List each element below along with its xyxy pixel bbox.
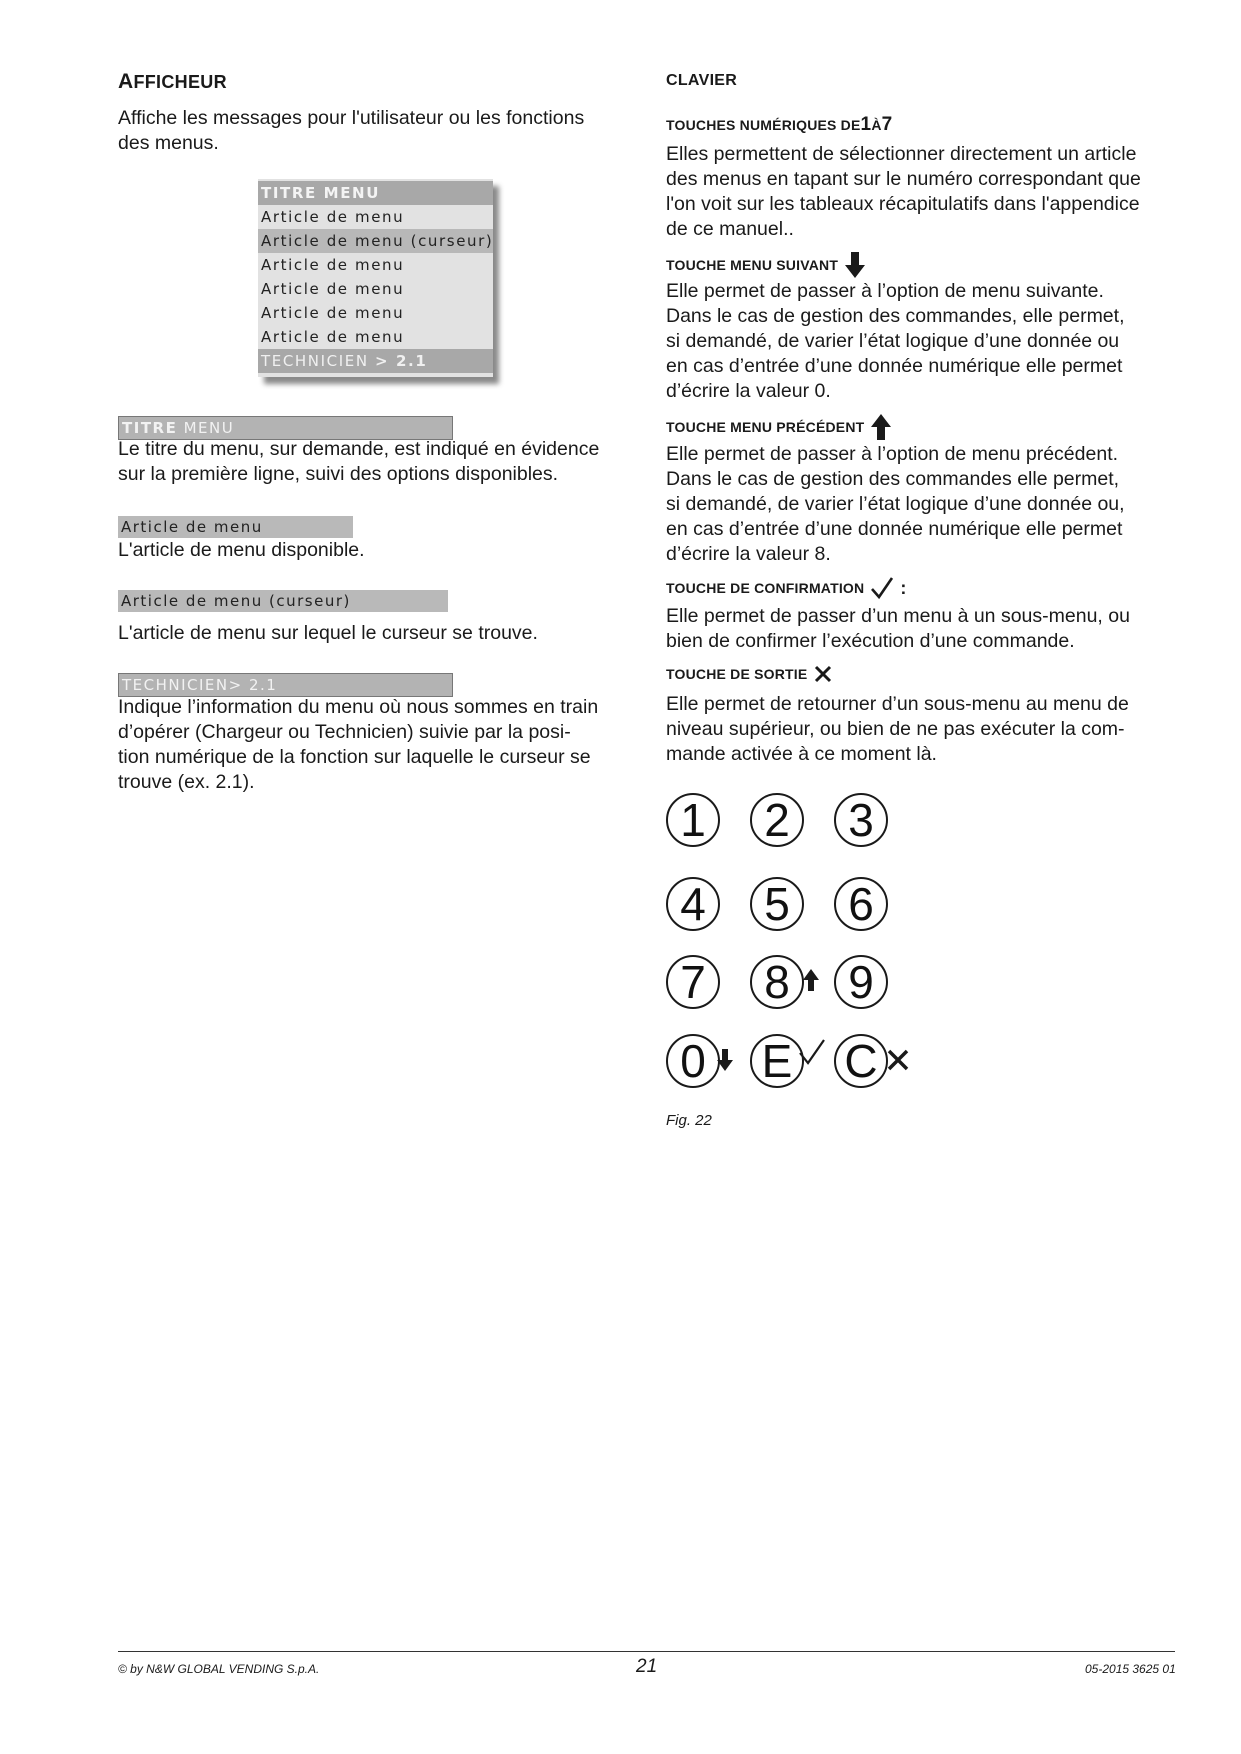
subheading-numeric-keys	[666, 114, 892, 136]
label-bold: TITRE	[122, 419, 178, 437]
key-3: 3	[834, 793, 888, 847]
text-line: mande activée à ce moment là.	[666, 743, 937, 765]
text-line: si demandé, de varier l’état logique d’une donnée ou,	[666, 493, 1125, 515]
label-text: TOUCHE MENU SUIVANT	[666, 257, 839, 273]
numeric-keys-text	[666, 142, 1186, 242]
text-line: des menus.	[118, 132, 219, 154]
label-text: TOUCHE MENU PRÉCÉDENT	[666, 419, 865, 435]
afficheur-intro	[118, 106, 638, 156]
text-line: Le titre du menu, sur demande, est indiqué en évidence	[118, 438, 600, 460]
text-line: bien de confirmer l’exécution d’une commande.	[666, 630, 1075, 652]
text-line: sur la première ligne, suivi des options disponibles.	[118, 463, 559, 485]
label-colon: :	[900, 577, 907, 598]
text-line: en cas d’entrée d’une donnée numérique elle permet	[666, 355, 1123, 377]
article-cursor-text: L'article de menu sur lequel le curseur se trouve.	[118, 622, 538, 644]
article-menu-text: L'article de menu disponible.	[118, 539, 365, 561]
label-text: TOUCHE DE SORTIE	[666, 666, 808, 682]
footer-copyright: © by N&W GLOBAL VENDING S.p.A.	[118, 1662, 320, 1676]
screen-item: Article de menu	[261, 280, 405, 298]
text-line: niveau supérieur, ou bien de ne pas exécuter la com-	[666, 718, 1125, 740]
text-line: d’écrire la valeur 8.	[666, 543, 831, 565]
tech-suffix: > 2.1	[375, 352, 428, 370]
text-line: Elles permettent de sélectionner directement un article	[666, 143, 1137, 165]
subheading-previous-key	[666, 413, 892, 441]
text-line: en cas d’entrée d’une donnée numérique elle permet	[666, 518, 1123, 540]
key-5: 5	[750, 877, 804, 931]
key-6: 6	[834, 877, 888, 931]
exit-key-text	[666, 692, 1186, 767]
article-cursor-label: Article de menu (curseur)	[118, 590, 448, 612]
key-9: 9	[834, 955, 888, 1009]
article-menu-label: Article de menu	[118, 516, 353, 538]
text-line: d’opérer (Chargeur ou Technicien) suivie par la posi-	[118, 721, 571, 743]
text-line: trouve (ex. 2.1).	[118, 771, 255, 793]
key-c-cross-icon	[886, 1048, 910, 1072]
label-text: TOUCHES NUMÉRIQUES DE	[666, 117, 861, 133]
cross-icon	[813, 664, 833, 684]
text-line: si demandé, de varier l’état logique d’une donnée ou	[666, 330, 1120, 352]
text-line: Elle permet de passer à l’option de menu suivante.	[666, 280, 1104, 302]
figure-caption: Fig. 22	[666, 1112, 712, 1129]
screen-item: Article de menu	[261, 208, 405, 226]
label-text: TOUCHE DE CONFIRMATION	[666, 580, 865, 596]
previous-key-text	[666, 442, 1186, 567]
heading-initial: A	[118, 70, 134, 93]
technician-label: TECHNICIEN> 2.1	[118, 673, 453, 697]
subheading-exit-key	[666, 664, 833, 684]
confirm-key-text	[666, 604, 1186, 654]
text-line: l'on voit sur les tableaux récapitulatifs dans l'appendice	[666, 193, 1140, 215]
key-c: C	[834, 1034, 888, 1088]
key-0: 0	[666, 1034, 720, 1088]
key-8: 8	[750, 955, 804, 1009]
text-line: tion numérique de la fonction sur laquelle le curseur se	[118, 746, 591, 768]
screen-item-cursor: Article de menu (curseur)	[258, 229, 493, 253]
arrow-up-icon	[870, 413, 892, 441]
text-line: Affiche les messages pour l'utilisateur ou les fonctions	[118, 107, 585, 129]
footer-divider	[118, 1651, 1175, 1652]
screen-technician-line	[258, 349, 493, 373]
label-number: 7	[881, 114, 893, 135]
checkmark-icon	[870, 576, 894, 600]
text-line: de ce manuel..	[666, 218, 794, 240]
label-text: À	[871, 117, 882, 133]
tech-prefix: TECHNICIEN	[261, 352, 376, 370]
subheading-next-key	[666, 251, 866, 279]
arrow-down-icon	[844, 251, 866, 279]
key-e-checkmark-icon	[798, 1038, 826, 1066]
screen-item: Article de menu	[261, 304, 405, 322]
heading-rest: FFICHEUR	[133, 72, 227, 92]
label-rest: MENU	[177, 419, 235, 437]
next-key-text	[666, 279, 1186, 404]
label-number: 1	[860, 114, 872, 135]
section-heading-clavier: CLAVIER	[666, 72, 738, 89]
screen-item: Article de menu	[261, 328, 405, 346]
menu-screen-illustration	[258, 179, 493, 377]
text-line: d’écrire la valeur 0.	[666, 380, 831, 402]
text-line: Elle permet de passer d’un menu à un sous-menu, ou	[666, 605, 1130, 627]
text-line: Elle permet de passer à l’option de menu précédent.	[666, 443, 1119, 465]
key-8-arrow-up-icon	[802, 968, 820, 992]
key-1: 1	[666, 793, 720, 847]
section-heading-afficheur	[118, 70, 227, 94]
key-4: 4	[666, 877, 720, 931]
titre-menu-text	[118, 437, 638, 487]
key-2: 2	[750, 793, 804, 847]
key-0-arrow-down-icon	[716, 1048, 734, 1072]
footer-doc-code: 05-2015 3625 01	[1085, 1662, 1176, 1676]
text-line: Elle permet de retourner d’un sous-menu au menu de	[666, 693, 1129, 715]
text-line: Indique l’information du menu où nous sommes en train	[118, 696, 599, 718]
text-line: des menus en tapant sur le numéro correspondant que	[666, 168, 1141, 190]
page-number: 21	[636, 1656, 658, 1677]
screen-item: Article de menu	[261, 256, 405, 274]
key-e: E	[750, 1034, 804, 1088]
key-7: 7	[666, 955, 720, 1009]
text-line: Dans le cas de gestion des commandes, elle permet,	[666, 305, 1125, 327]
subheading-confirm-key	[666, 576, 907, 600]
screen-title: TITRE MENU	[258, 181, 493, 205]
text-line: Dans le cas de gestion des commandes elle permet,	[666, 468, 1120, 490]
technician-text	[118, 695, 648, 795]
